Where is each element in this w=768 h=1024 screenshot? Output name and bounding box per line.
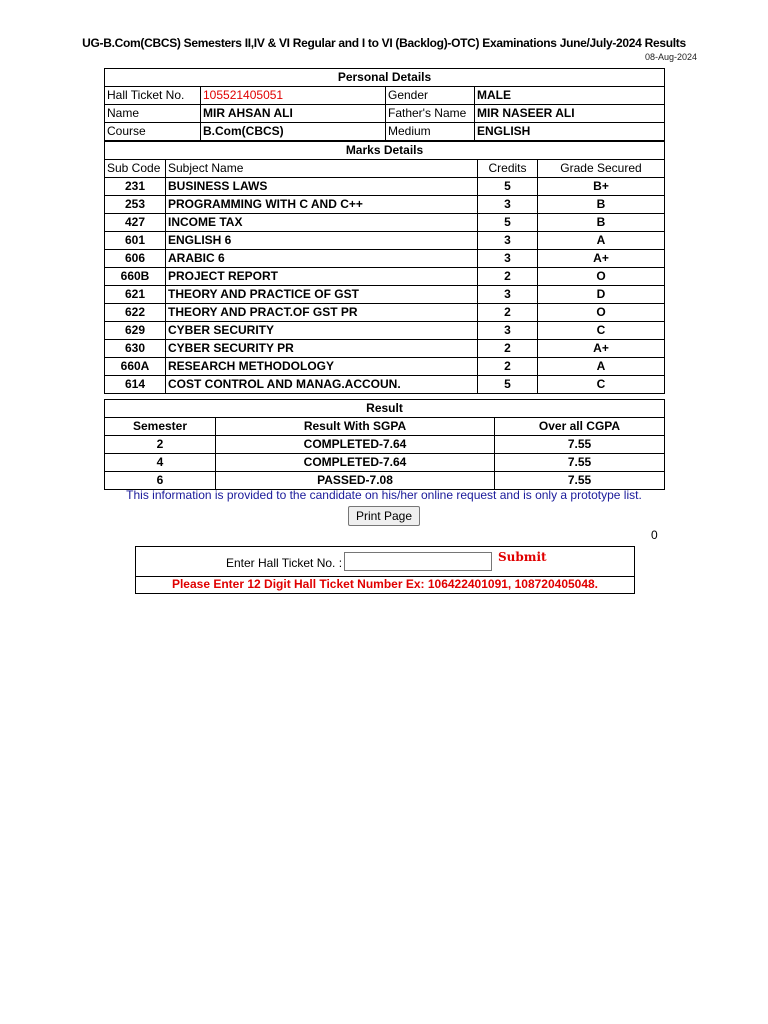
subject-name-cell: ARABIC 6 — [166, 250, 478, 268]
course-label: Course — [105, 123, 201, 141]
marks-details-heading: Marks Details — [105, 142, 665, 160]
subject-name-cell: THEORY AND PRACT.OF GST PR — [166, 304, 478, 322]
marks-row — [105, 358, 665, 376]
sub-code-cell: 621 — [105, 286, 166, 304]
sub-code-cell: 629 — [105, 322, 166, 340]
grade-cell: A+ — [538, 250, 665, 268]
sub-code-cell: 630 — [105, 340, 166, 358]
marks-details-table — [104, 141, 665, 394]
hall-ticket-form — [135, 546, 635, 594]
hall-ticket-hint: Please Enter 12 Digit Hall Ticket Number Ex: 106422401091, 108720405048. — [171, 577, 599, 591]
submit-button[interactable]: Submit — [498, 550, 547, 564]
page-title: UG-B.Com(CBCS) Semesters II,IV & VI Regular and I to VI (Backlog)-OTC) Examinations June/July-2024 Results — [82, 36, 686, 50]
sub-code-cell: 606 — [105, 250, 166, 268]
grade-cell: A+ — [538, 340, 665, 358]
grade-cell: B — [538, 214, 665, 232]
sub-code-cell: 614 — [105, 376, 166, 394]
result-row — [105, 436, 665, 454]
grade-cell: A — [538, 358, 665, 376]
subject-name-cell: ENGLISH 6 — [166, 232, 478, 250]
grade-cell: O — [538, 304, 665, 322]
marks-header-row — [105, 160, 665, 178]
sub-code-cell: 427 — [105, 214, 166, 232]
credits-cell: 5 — [478, 178, 538, 196]
column-header: Over all CGPA — [495, 418, 665, 436]
column-header: Result With SGPA — [216, 418, 495, 436]
marks-row — [105, 268, 665, 286]
sub-code-cell: 622 — [105, 304, 166, 322]
subject-name-cell: THEORY AND PRACTICE OF GST — [166, 286, 478, 304]
credits-cell: 5 — [478, 214, 538, 232]
result-header-row — [105, 418, 665, 436]
column-header: Semester — [105, 418, 216, 436]
grade-cell: B — [538, 196, 665, 214]
father-name-value: MIR NASEER ALI — [475, 105, 665, 123]
marks-row — [105, 340, 665, 358]
credits-cell: 3 — [478, 232, 538, 250]
credits-cell: 2 — [478, 268, 538, 286]
print-page-button[interactable]: Print Page — [348, 506, 420, 526]
result-heading: Result — [105, 400, 665, 418]
marks-row — [105, 196, 665, 214]
subject-name-cell: COST CONTROL AND MANAG.ACCOUN. — [166, 376, 478, 394]
grade-cell: A — [538, 232, 665, 250]
grade-cell: D — [538, 286, 665, 304]
personal-details-table — [104, 68, 665, 141]
sub-code-cell: 660A — [105, 358, 166, 376]
hall-ticket-input[interactable] — [344, 552, 492, 571]
gender-value: MALE — [475, 87, 665, 105]
semester-cell: 2 — [105, 436, 216, 454]
result-row — [105, 454, 665, 472]
sgpa-cell: COMPLETED-7.64 — [216, 436, 495, 454]
credits-cell: 3 — [478, 250, 538, 268]
marks-row — [105, 304, 665, 322]
column-header: Grade Secured — [538, 160, 665, 178]
grade-cell: C — [538, 376, 665, 394]
marks-row — [105, 232, 665, 250]
gender-label: Gender — [386, 87, 475, 105]
grade-cell: O — [538, 268, 665, 286]
personal-details-heading: Personal Details — [105, 69, 665, 87]
subject-name-cell: RESEARCH METHODOLOGY — [166, 358, 478, 376]
semester-cell: 4 — [105, 454, 216, 472]
column-header: Sub Code — [105, 160, 166, 178]
grade-cell: B+ — [538, 178, 665, 196]
sgpa-cell: PASSED-7.08 — [216, 472, 495, 490]
father-name-label: Father's Name — [386, 105, 475, 123]
result-table — [104, 399, 665, 490]
cgpa-cell: 7.55 — [495, 454, 665, 472]
credits-cell: 2 — [478, 340, 538, 358]
marks-row — [105, 250, 665, 268]
column-header: Subject Name — [166, 160, 478, 178]
marks-row — [105, 178, 665, 196]
credits-cell: 3 — [478, 286, 538, 304]
credits-cell: 5 — [478, 376, 538, 394]
subject-name-cell: INCOME TAX — [166, 214, 478, 232]
sub-code-cell: 601 — [105, 232, 166, 250]
result-date: 08-Aug-2024 — [644, 52, 697, 62]
name-value: MIR AHSAN ALI — [201, 105, 386, 123]
marks-row — [105, 376, 665, 394]
subject-name-cell: PROJECT REPORT — [166, 268, 478, 286]
subject-name-cell: CYBER SECURITY PR — [166, 340, 478, 358]
sub-code-cell: 231 — [105, 178, 166, 196]
disclaimer-note: This information is provided to the candidate on his/her online request and is only a prototype list. — [126, 488, 642, 502]
marks-row — [105, 286, 665, 304]
column-header: Credits — [478, 160, 538, 178]
hall-ticket-input-label: Enter Hall Ticket No. : — [226, 556, 343, 570]
sub-code-cell: 253 — [105, 196, 166, 214]
credits-cell: 2 — [478, 304, 538, 322]
counter-text: 0 — [651, 528, 658, 542]
hall-ticket-value: 105521405051 — [201, 87, 386, 105]
medium-label: Medium — [386, 123, 475, 141]
sub-code-cell: 660B — [105, 268, 166, 286]
course-value: B.Com(CBCS) — [201, 123, 386, 141]
credits-cell: 2 — [478, 358, 538, 376]
result-row — [105, 472, 665, 490]
subject-name-cell: CYBER SECURITY — [166, 322, 478, 340]
subject-name-cell: BUSINESS LAWS — [166, 178, 478, 196]
semester-cell: 6 — [105, 472, 216, 490]
marks-row — [105, 322, 665, 340]
credits-cell: 3 — [478, 196, 538, 214]
cgpa-cell: 7.55 — [495, 436, 665, 454]
subject-name-cell: PROGRAMMING WITH C AND C++ — [166, 196, 478, 214]
cgpa-cell: 7.55 — [495, 472, 665, 490]
hall-ticket-label: Hall Ticket No. — [105, 87, 201, 105]
grade-cell: C — [538, 322, 665, 340]
name-label: Name — [105, 105, 201, 123]
medium-value: ENGLISH — [475, 123, 665, 141]
marks-row — [105, 214, 665, 232]
sgpa-cell: COMPLETED-7.64 — [216, 454, 495, 472]
credits-cell: 3 — [478, 322, 538, 340]
form-input-row — [136, 547, 634, 577]
